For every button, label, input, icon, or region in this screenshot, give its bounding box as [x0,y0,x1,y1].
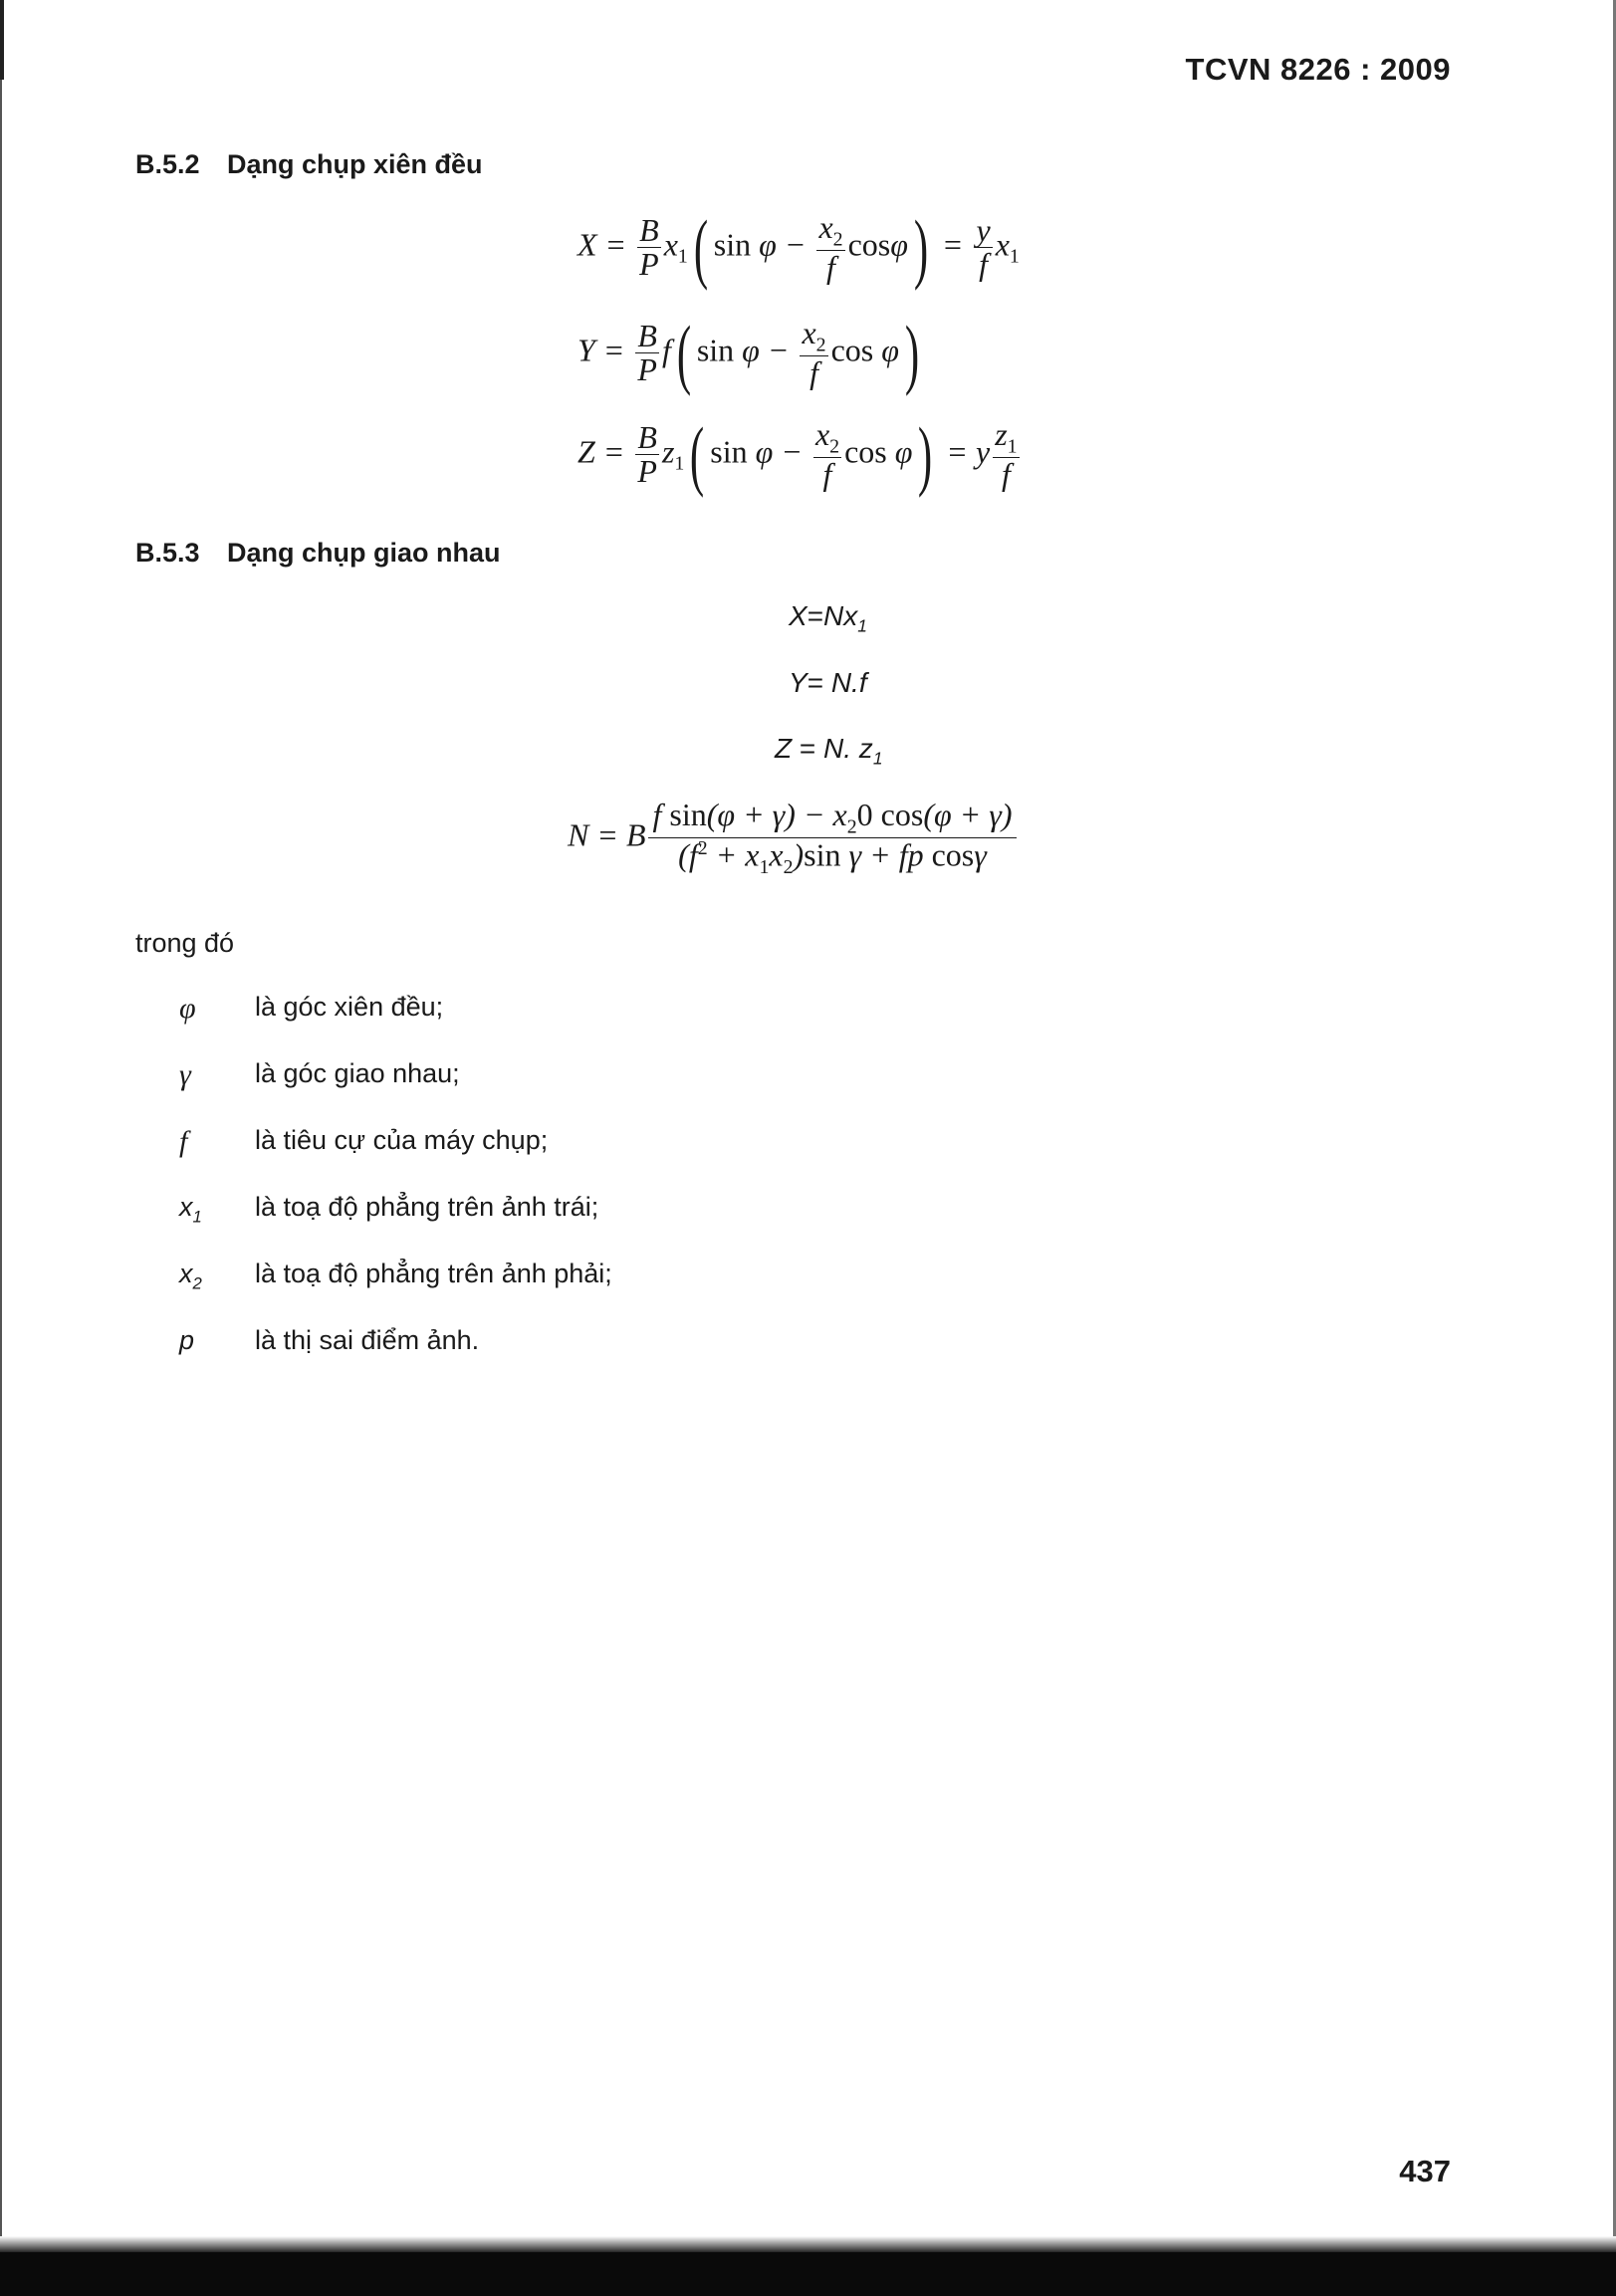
equation-y-52: Y = $\frac{B}{P}$ f( sin φ − $\frac{x_2}{f}$ cos φ) [577,309,920,396]
equation-x-53: $X=Nx_1$ [789,600,867,636]
scan-edge-left [0,0,4,80]
page-number: 437 [1399,2154,1451,2188]
legend-description: là toạ độ phẳng trên ảnh phải; [255,1259,612,1288]
legend-description: là góc giao nhau; [255,1058,460,1088]
section-heading: Dạng chụp giao nhau [227,538,501,568]
standard-header: TCVN 8226 : 2009 [1185,52,1451,87]
legend-symbol: γ [179,1058,191,1091]
legend-symbol: $x_1$ [179,1192,202,1227]
section-title-b53 [135,538,501,569]
legend-symbol: φ [179,992,196,1025]
equation-n-53: N = B $\frac{f \sin(\varphi + \gamma) - x_20 \cos(\varphi + \gamma)}{(f^2 + x_1x_2)\sin \gamma + fp \cos\gamma}$ [568,799,1020,878]
section-number: B.5.2 [135,149,200,179]
scan-edge-left-line [0,80,2,2270]
equation-z-52: Z = $\frac{B}{P}$ $z_1$( sin φ − $\frac{x_2}{f}$ cos φ) = y $\frac{z_1}{f}$ [577,410,1018,498]
legend-symbol: f [179,1125,188,1158]
legend-description: là thị sai điểm ảnh. [255,1325,480,1355]
scan-edge-bottom [0,2252,1616,2296]
legend-description: là tiêu cự của máy chụp; [255,1125,549,1155]
section-heading: Dạng chụp xiên đều [227,149,483,179]
legend-description: là góc xiên đều; [255,992,444,1022]
where-label: trong đó [135,928,235,958]
legend-description: là toạ độ phẳng trên ảnh trái; [255,1192,599,1222]
equation-z-53: Z = N. $z_1$ [775,733,883,769]
equation-y-53: Y= N.f [789,667,867,698]
legend-symbol: $x_2$ [179,1259,202,1293]
section-title-b52 [135,149,483,180]
legend-symbol: p [179,1325,195,1355]
equation-x-52: X = $\frac{B}{P}$ $x_1$( sin φ − $\frac{x_2}{f}$ cosφ) = $\frac{y}{f}$ $x_1$ [577,203,1020,291]
section-number: B.5.3 [135,538,200,568]
